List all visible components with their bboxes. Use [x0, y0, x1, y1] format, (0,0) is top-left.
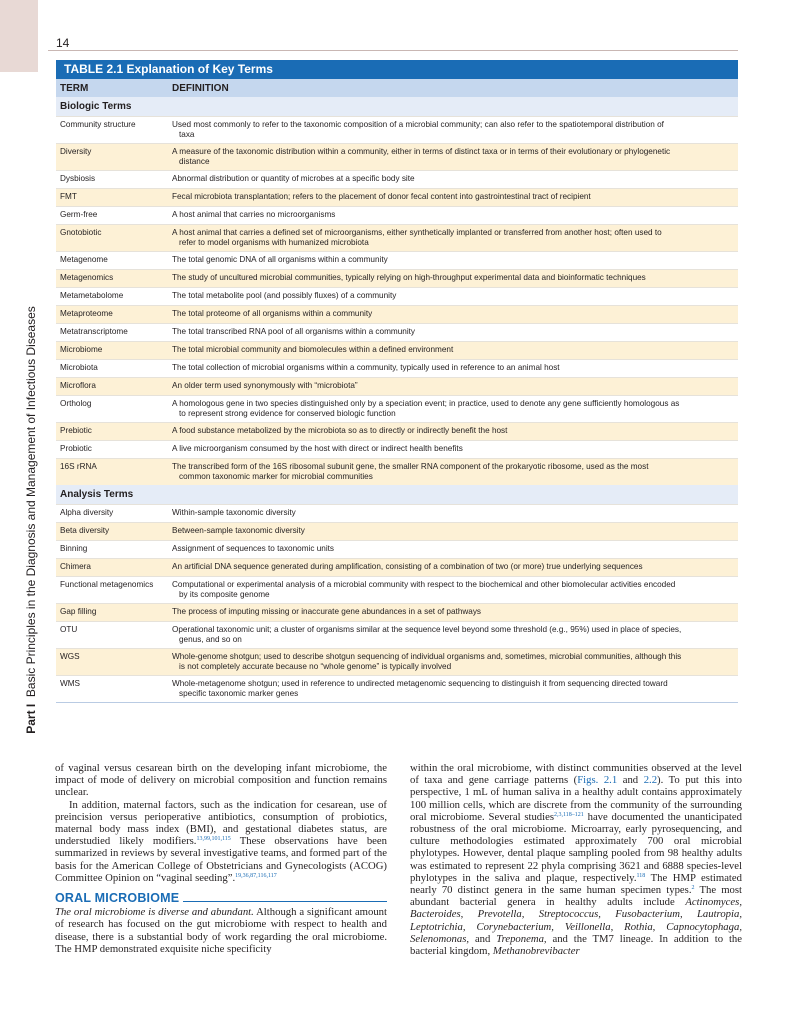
table-row	[56, 224, 738, 251]
definition-text: A homologous gene in two species distinguished only by a speciation event; in practice, used to denote any gene sufficiently homologous as	[172, 399, 680, 408]
definition-text: The study of uncultured microbial communities, typically relying on high-throughput experimental data and bioinformatic techniques	[172, 273, 646, 282]
part-label: Part I	[24, 703, 38, 734]
definition-text: Whole-metagenome shotgun; used in reference to undirected metagenomic sequencing to distinguish it from sequencing directed toward	[172, 679, 668, 688]
definition-text: The total collection of microbial organisms within a community, typically used in reference to an animal host	[172, 363, 560, 372]
definition-cell	[172, 309, 738, 323]
definition-text: Fecal microbiota transplantation; refers to the placement of donor fecal content into gastrointestinal tract of recipient	[172, 192, 591, 201]
table-section-heading: Analysis Terms	[56, 485, 738, 504]
table-row	[56, 648, 738, 675]
paragraph: of vaginal versus cesarean birth on the developing infant microbiome, the impact of mode of delivery on microbial composition and function remains unclear.	[55, 762, 387, 799]
definition-text: The transcribed form of the 16S ribosomal subunit gene, the smaller RNA component of the prokaryotic ribosome, used as the most	[172, 462, 649, 471]
definition-cell	[172, 174, 738, 188]
definition-cell	[172, 399, 738, 422]
definition-text: A host animal that carries a defined set of microorganisms, either synthetically implanted or transferred from another host; often used to	[172, 228, 662, 237]
term-cell: FMT	[60, 192, 77, 201]
definition-continuation: specific taxonomic marker genes	[179, 689, 299, 698]
term-cell: 16S rRNA	[60, 462, 97, 471]
definition-cell	[172, 444, 738, 458]
table-row	[56, 116, 738, 143]
term-cell: Gnotobiotic	[60, 228, 102, 237]
definition-cell	[172, 210, 738, 224]
term-cell: Metagenome	[60, 255, 108, 264]
term-cell: Microflora	[60, 381, 96, 390]
table-row	[56, 377, 738, 395]
table-row	[56, 188, 738, 206]
definition-text: Assignment of sequences to taxonomic units	[172, 544, 335, 553]
term-cell: Metametabolome	[60, 291, 124, 300]
definition-text: Whole-genome shotgun; used to describe shotgun sequencing of individual organisms and, sometimes, microbial communities, although this	[172, 652, 682, 661]
definition-cell	[172, 580, 738, 603]
table-header	[56, 79, 738, 97]
definition-cell	[172, 291, 738, 305]
section-heading-text: ORAL MICROBIOME	[55, 891, 180, 906]
figure-link[interactable]: 2.2	[643, 774, 658, 787]
term-cell: Diversity	[60, 147, 92, 156]
term-cell: Functional metagenomics	[60, 580, 154, 589]
table-row	[56, 540, 738, 558]
definition-cell	[172, 607, 738, 621]
reference-citation[interactable]: 13,99,101,115	[196, 836, 231, 843]
definition-text: An older term used synonymously with “microbiota”	[172, 381, 358, 390]
definition-cell	[172, 363, 738, 377]
running-header	[23, 110, 39, 930]
table-row	[56, 675, 738, 702]
definition-text: Abnormal distribution or quantity of microbes at a specific body site	[172, 174, 415, 183]
definition-continuation: refer to model organisms with humanized microbiota	[179, 238, 369, 247]
term-cell: Dysbiosis	[60, 174, 96, 183]
table-row	[56, 305, 738, 323]
table-row	[56, 422, 738, 440]
definition-cell	[172, 426, 738, 440]
term-cell: Metaproteome	[60, 309, 113, 318]
definition-continuation: taxa	[179, 130, 195, 139]
definition-cell	[172, 345, 738, 359]
definition-cell	[172, 625, 738, 648]
definition-text: Used most commonly to refer to the taxonomic composition of a microbial community; can also refer to the spatiotemporal distribution of	[172, 120, 664, 129]
definition-text: Within-sample taxonomic diversity	[172, 508, 296, 517]
term-cell: Metagenomics	[60, 273, 114, 282]
table-row	[56, 287, 738, 305]
definition-text: The total metabolite pool (and possibly fluxes) of a community	[172, 291, 397, 300]
definition-cell	[172, 327, 738, 341]
table-row	[56, 341, 738, 359]
reference-citation[interactable]: 19,36,87,116,117	[235, 872, 277, 879]
body-column-right	[410, 762, 742, 957]
section-heading-rule	[183, 901, 387, 902]
definition-text: The total genomic DNA of all organisms within a community	[172, 255, 388, 264]
definition-cell	[172, 462, 738, 485]
header-rule	[48, 50, 738, 51]
table-body	[56, 97, 738, 702]
page-number: 14	[56, 36, 70, 50]
page-corner-tab	[0, 0, 38, 72]
term-cell: Prebiotic	[60, 426, 92, 435]
definition-continuation: distance	[179, 157, 210, 166]
definition-cell	[172, 120, 738, 143]
table-row	[56, 395, 738, 422]
table-row	[56, 440, 738, 458]
definition-cell	[172, 147, 738, 170]
paragraph: The oral microbiome is diverse and abundant. Although a significant amount of research has focused on the gut microbiome with respect to health and disease, there is a substantial body of work regarding the oral microbiome. The HMP demonstrated exquisite niche specificity	[55, 906, 388, 955]
term-cell: OTU	[60, 625, 78, 634]
section-heading	[55, 892, 387, 904]
definition-cell	[172, 544, 738, 558]
definition-cell	[172, 255, 738, 269]
figure-link[interactable]: Figs. 2.1	[577, 774, 618, 787]
definition-continuation: to represent strong evidence for conserved biologic function	[179, 409, 396, 418]
table-row	[56, 206, 738, 224]
table-row	[56, 558, 738, 576]
definition-text: Between-sample taxonomic diversity	[172, 526, 305, 535]
table-row	[56, 522, 738, 540]
definition-text: The process of imputing missing or inaccurate gene abundances in a set of pathways	[172, 607, 482, 616]
definition-cell	[172, 562, 738, 576]
term-cell: WGS	[60, 652, 80, 661]
term-cell: Probiotic	[60, 444, 92, 453]
table-section-heading: Biologic Terms	[56, 97, 738, 116]
definition-continuation: common taxonomic marker for microbial communities	[179, 472, 373, 481]
definition-text: A food substance metabolized by the microbiota so as to directly or indirectly benefit the host	[172, 426, 508, 435]
definition-text: Operational taxonomic unit; a cluster of organisms similar at the sequence level beyond some threshold (e.g., 95%) used in place of species,	[172, 625, 682, 634]
paragraph: within the oral microbiome, with distinct communities observed at the level of taxa and gene carriage patterns (Figs. 2.1 and 2.2). To put this into perspective, 1 mL of human saliva in a healthy adult contains approximately 100 million cells, which are discrete from the community of the surrounding oral microbiome. Several studies$^{2,3,118-121}$ have documented the unanticipated robustness of the oral microbiome. Microarray, early pyrosequencing, and culture methodologies estimated approximately 700 oral microbial phylotypes. However, dental plaque sampling pooled from 98 healthy adults was estimated to represent 22 phyla comprising 3621 and 6888 species-level phylotypes in the saliva and plaque, respectively.$^{118}$ The HMP estimated nearly 70 distinct genera in the same human specimen types.$^2$ The most abundant bacterial genera in healthy adults include Actinomyces, Bacteroides, Prevotella, Streptococcus, Fusobacterium, Lautropia, Leptotrichia, Corynebacterium, Veillonella, Rothia, Capnocytophaga, Selenomonas, and Treponema, and the TM7 lineage. In addition to the bacterial kingdom, Methanobrevibacter	[410, 762, 743, 958]
term-cell: Community structure	[60, 120, 136, 129]
reference-citation[interactable]: 2	[691, 885, 695, 892]
term-cell: Beta diversity	[60, 526, 110, 535]
definition-cell	[172, 526, 738, 540]
definition-cell	[172, 652, 738, 675]
term-cell: Ortholog	[60, 399, 92, 408]
table-row	[56, 621, 738, 648]
term-cell: Gap filling	[60, 607, 97, 616]
definition-text: A live microorganism consumed by the host with direct or indirect health benefits	[172, 444, 463, 453]
table-row	[56, 323, 738, 341]
definition-text: An artificial DNA sequence generated during amplification, consisting of a combination of two (or more) true underlying sequences	[172, 562, 643, 571]
definition-text: A measure of the taxonomic distribution within a community, either in terms of distinct taxa or in terms of their evolutionary or phylogenetic	[172, 147, 671, 156]
term-cell: Alpha diversity	[60, 508, 114, 517]
table-row	[56, 269, 738, 287]
term-cell: Metatranscriptome	[60, 327, 128, 336]
reference-citation[interactable]: 2,3,118–121	[554, 811, 584, 818]
definition-text: Computational or experimental analysis of a microbial community with respect to the biochemical and other biomolecular activities encoded	[172, 580, 676, 589]
definition-cell	[172, 273, 738, 287]
definition-column-header: DEFINITION	[172, 82, 229, 94]
definition-cell	[172, 679, 738, 702]
definition-continuation: genus, and so on	[179, 635, 242, 644]
term-cell: Binning	[60, 544, 88, 553]
definition-continuation: by its composite genome	[179, 590, 270, 599]
table-row	[56, 170, 738, 188]
table-row	[56, 504, 738, 522]
term-cell: Germ-free	[60, 210, 98, 219]
definition-text: The total proteome of all organisms within a community	[172, 309, 373, 318]
table-row	[56, 603, 738, 621]
definition-cell	[172, 381, 738, 395]
definition-text: A host animal that carries no microorganisms	[172, 210, 336, 219]
book-title: Basic Principles in the Diagnosis and Management of Infectious Diseases	[24, 306, 38, 698]
key-terms-table	[56, 60, 738, 703]
paragraph: In addition, maternal factors, such as the indication for cesarean, use of preincision versus perioperative antibiotics, consumption of probiotics, maternal body mass index (BMI), and gestational diabetes status, are understudied likely modifiers.$^{13,99,101,115}$ These observations have been summarized in reviews by several investigative teams, and formed part of the basis for the American College of Obstetricians and Gynecologists (ACOG) Committee Opinion on “vaginal seeding”.$^{19,36,87,116,117}$	[55, 798, 387, 884]
definition-text: The total transcribed RNA pool of all organisms within a community	[172, 327, 416, 336]
term-cell: Microbiome	[60, 345, 103, 354]
term-column-header: TERM	[60, 82, 89, 94]
term-cell: WMS	[60, 679, 81, 688]
table-row	[56, 576, 738, 603]
definition-continuation: is not completely accurate because no “whole genome” is typically involved	[179, 662, 452, 671]
body-column-left	[55, 762, 387, 955]
table-row	[56, 458, 738, 485]
reference-citation[interactable]: 118	[636, 872, 646, 879]
term-cell: Microbiota	[60, 363, 98, 372]
definition-cell	[172, 508, 738, 522]
definition-cell	[172, 228, 738, 251]
table-title: TABLE 2.1 Explanation of Key Terms	[56, 60, 738, 79]
table-row	[56, 251, 738, 269]
table-row	[56, 359, 738, 377]
table-row	[56, 143, 738, 170]
definition-cell	[172, 192, 738, 206]
term-cell: Chimera	[60, 562, 91, 571]
definition-text: The total microbial community and biomolecules within a defined environment	[172, 345, 454, 354]
